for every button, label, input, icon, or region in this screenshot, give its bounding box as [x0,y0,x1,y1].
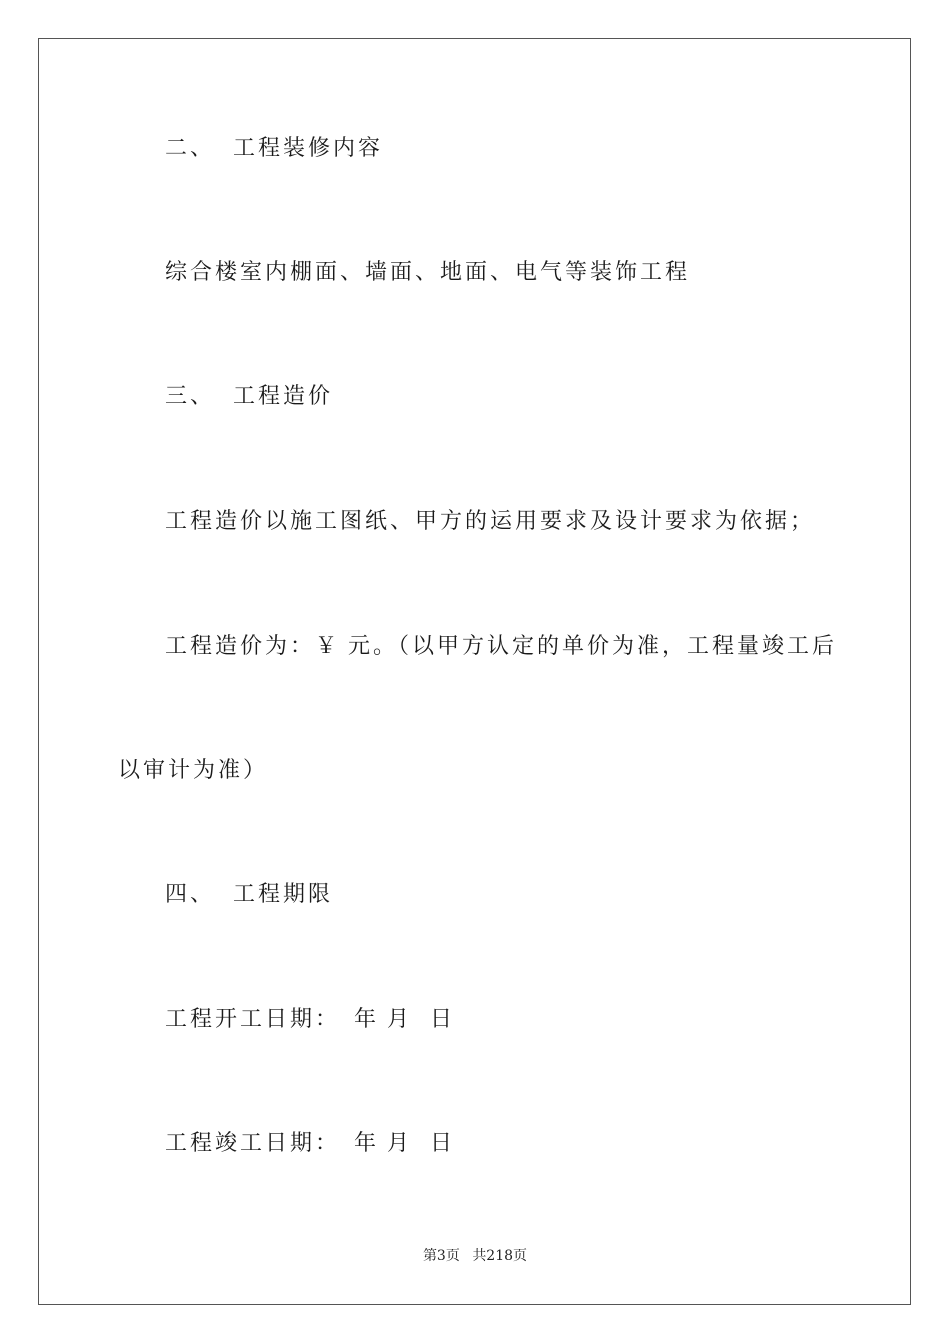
day-unit: 日 [430,1131,456,1156]
start-date-label: 工程开工日期： [165,1007,341,1032]
section-heading-4 [165,880,333,910]
page-number: 第3页 [422,1248,460,1264]
page-footer [0,1245,950,1265]
section-number: 四、 [165,882,216,907]
section-number: 二、 [165,136,216,161]
section-title: 工程装修内容 [233,136,384,161]
year-unit: 年 [354,1131,380,1156]
paragraph: 综合楼室内棚面、墙面、地面、电气等装饰工程 [165,260,691,285]
section-heading-2 [165,134,383,164]
day-unit: 日 [430,1007,456,1032]
price-note: 元。（以甲方认定的单价为准，工程量竣工后 [348,634,838,659]
month-unit: 月 [387,1007,413,1032]
paragraph: 工程造价以施工图纸、甲方的运用要求及设计要求为依据； [165,509,816,534]
price-label: 工程造价为： [165,634,316,659]
section-title: 工程期限 [233,882,334,907]
section-heading-3 [165,382,333,412]
year-unit: 年 [354,1007,380,1032]
start-date-line [165,1005,455,1035]
page-border [38,38,911,1305]
section-number: 三、 [165,384,216,409]
page-total: 共218页 [472,1248,528,1264]
month-unit: 月 [387,1131,413,1156]
end-date-line [165,1129,455,1159]
paragraph-continuation: 以审计为准） [118,758,269,783]
section-title: 工程造价 [233,384,334,409]
end-date-label: 工程竣工日期： [165,1131,341,1156]
paragraph-price [165,632,837,662]
currency-symbol: ￥ [315,634,341,659]
